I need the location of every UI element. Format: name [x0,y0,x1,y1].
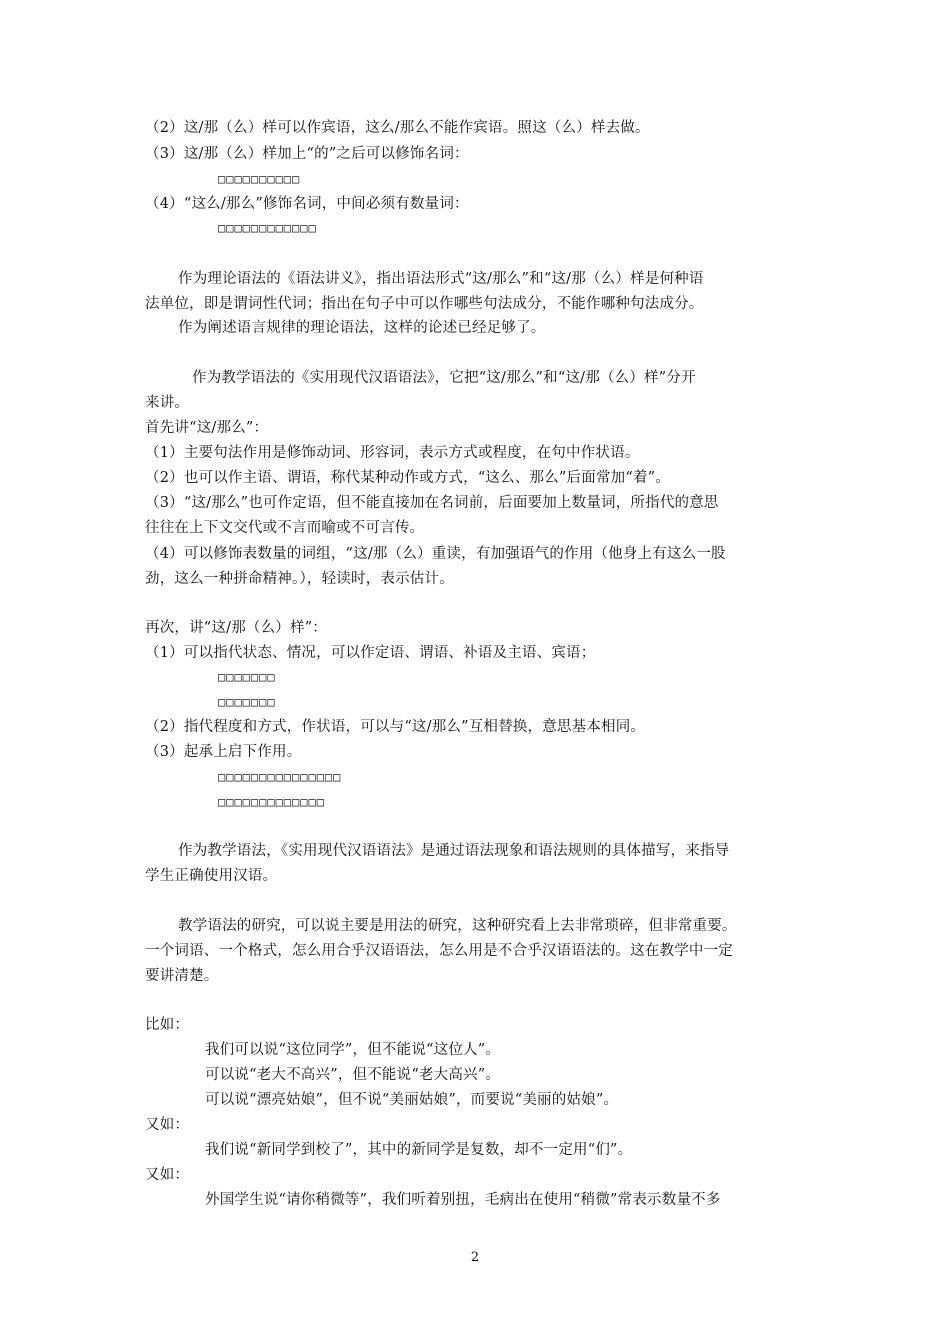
paragraph-line: 作为理论语法的《语法讲义》，指出语法形式“这/那么”和“这/那（么）样是何种语 [178,271,704,287]
paragraph-line: 学生正确使用汉语。 [145,868,278,884]
text-line: （2）这/那（么）样可以作宾语，这么/那么不能作宾语。照这（么）样去做。 [145,120,650,136]
garbled-example-line: □□□□□□□□□□□□□□□ [218,770,342,784]
garbled-example-line: □□□□□□□□□□□□□ [218,795,325,809]
section-heading: 首先讲“这/那么”： [145,420,269,436]
text-line: （4）“这么/那么”修饰名词，中间必须有数量词： [145,196,469,212]
garbled-example-line: □□□□□□□□□□ [218,172,301,186]
text-line: 往往在上下文交代或不言而喻或不可言传。 [145,520,425,536]
paragraph-line: 作为教学语法的《实用现代汉语语法》，它把“这/那么”和“这/那（么）样”分开 [192,370,696,386]
example-line: 我们说“新同学到校了”，其中的新同学是复数，却不一定用“们”。 [205,1142,633,1158]
garbled-example-line: □□□□□□□ [218,670,276,684]
garbled-example-line: □□□□□□□□□□□□ [218,221,317,235]
example-line: 可以说“老大不高兴”，但不能说“老大高兴”。 [205,1067,501,1083]
paragraph-line: 一个词语、一个格式，怎么用合乎汉语语法，怎么用是不合乎汉语语法的。这在教学中一定 [145,943,733,959]
page-number: 2 [470,1250,480,1265]
section-heading: 再次，讲“这/那（么）样”： [145,620,328,636]
text-line: （1）可以指代状态、情况，可以作定语、谓语、补语及主语、宾语； [145,645,596,661]
paragraph-line: 来讲。 [145,395,190,411]
paragraph-line: 作为阐述语言规律的理论语法，这样的论述已经足够了。 [178,320,546,336]
example-line: 可以说“漂亮姑娘”，但不说“美丽姑娘”，而要说“美丽的姑娘”。 [205,1092,619,1108]
text-line: （4）可以修饰表数量的词组，“这/那（么）重读，有加强语气的作用（他身上有这么一股 [145,546,726,562]
example-line: 外国学生说“请你稍微等”，我们听着别扭，毛病出在使用“稍微”常表示数量不多 [205,1192,721,1208]
text-line: （3）这/那（么）样加上“的”之后可以修饰名词： [145,146,469,162]
text-line: （3）“这/那么”也可作定语，但不能直接加在名词前，后面要加上数量词，所指代的意思 [145,495,719,511]
paragraph-line: 作为教学语法，《实用现代汉语语法》是通过语法现象和语法规则的具体描写，来指导 [178,843,730,859]
text-line: （3）起承上启下作用。 [145,744,302,760]
text-line: 劲，这么一种拼命精神。），轻读时，表示估计。 [145,571,454,587]
example-label: 又如： [145,1167,190,1183]
garbled-example-line: □□□□□□□ [218,695,276,709]
text-line: （2）也可以作主语、谓语，称代某种动作或方式，“这么、那么”后面常加“着”。 [145,470,670,486]
paragraph-line: 要讲清楚。 [145,968,219,984]
example-line: 我们可以说“这位同学”，但不能说“这位人”。 [205,1042,501,1058]
example-label: 又如： [145,1117,190,1133]
text-line: （1）主要句法作用是修饰动词、形容词，表示方式或程度，在句中作状语。 [145,445,640,461]
example-label: 比如： [145,1017,190,1033]
paragraph-line: 法单位，即是谓词性代词；指出在句子中可以作哪些句法成分，不能作哪种句法成分。 [145,296,704,312]
text-line: （2）指代程度和方式，作状语，可以与“这/那么”互相替换，意思基本相同。 [145,719,646,735]
paragraph-line: 教学语法的研究，可以说主要是用法的研究，这种研究看上去非常琐碎，但非常重要。 [178,918,737,934]
